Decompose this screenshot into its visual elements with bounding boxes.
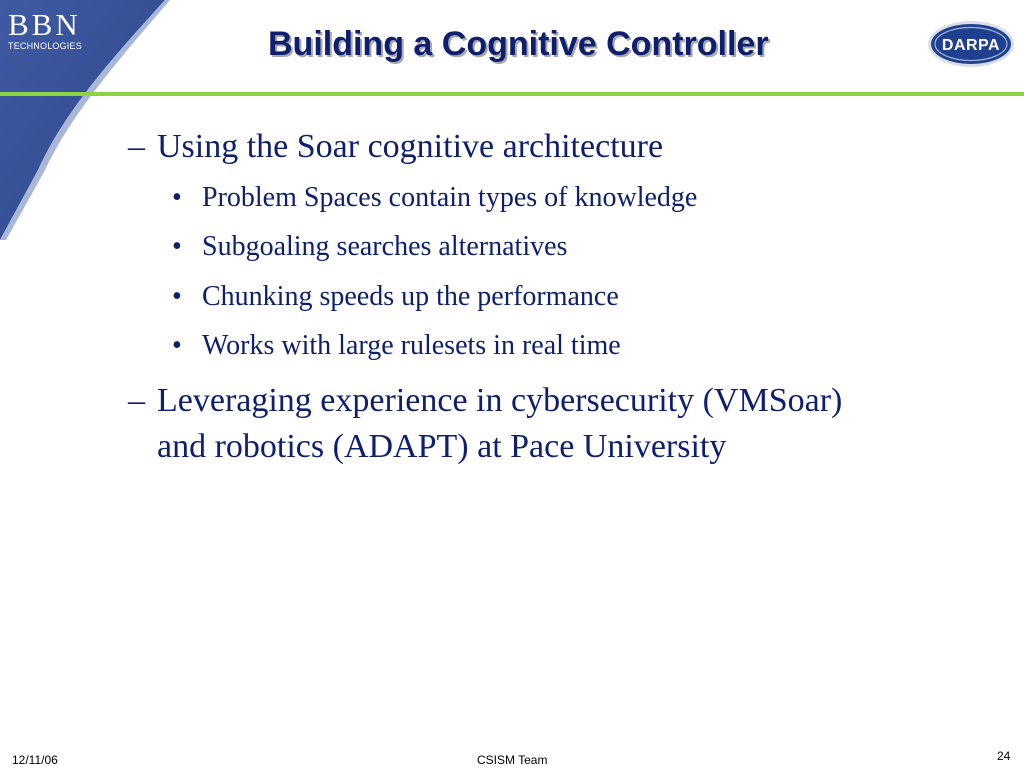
darpa-logo-label: DARPA	[941, 37, 1001, 54]
bullet-marker: •	[172, 330, 182, 361]
sub-point-text: Subgoaling searches alternatives	[202, 231, 568, 262]
sub-point-text: Chunking speeds up the performance	[202, 281, 619, 312]
slide-title: Building a Cognitive Controller	[268, 25, 769, 63]
main-point-line-1: Leveraging experience in cybersecurity (VMSoar)	[157, 382, 843, 419]
main-point-2	[118, 378, 978, 470]
sub-point-2	[172, 230, 952, 264]
dash-marker: –	[128, 128, 145, 165]
bullet-marker: •	[172, 182, 182, 213]
sub-point-3	[172, 280, 952, 314]
bullet-marker: •	[172, 281, 182, 312]
main-point-1	[118, 124, 978, 170]
bbn-logo	[8, 7, 104, 51]
darpa-logo	[926, 19, 1016, 69]
bbn-logo-letters: BBN	[8, 7, 81, 42]
page-number: 24	[997, 749, 1011, 763]
footer-team: CSISM Team	[477, 753, 548, 767]
main-point-text: Using the Soar cognitive architecture	[157, 128, 664, 165]
dash-marker: –	[128, 382, 145, 419]
sub-point-1	[172, 181, 952, 215]
main-point-line-2: and robotics (ADAPT) at Pace University	[157, 428, 727, 465]
sub-point-text: Works with large rulesets in real time	[202, 330, 621, 361]
footer-date: 12/11/06	[12, 753, 58, 767]
sub-point-text: Problem Spaces contain types of knowledge	[202, 182, 698, 213]
bullet-marker: •	[172, 231, 182, 262]
bbn-logo-subtitle: TECHNOLOGIES	[8, 41, 82, 51]
title-divider	[0, 92, 1024, 96]
sub-point-4	[172, 329, 952, 363]
